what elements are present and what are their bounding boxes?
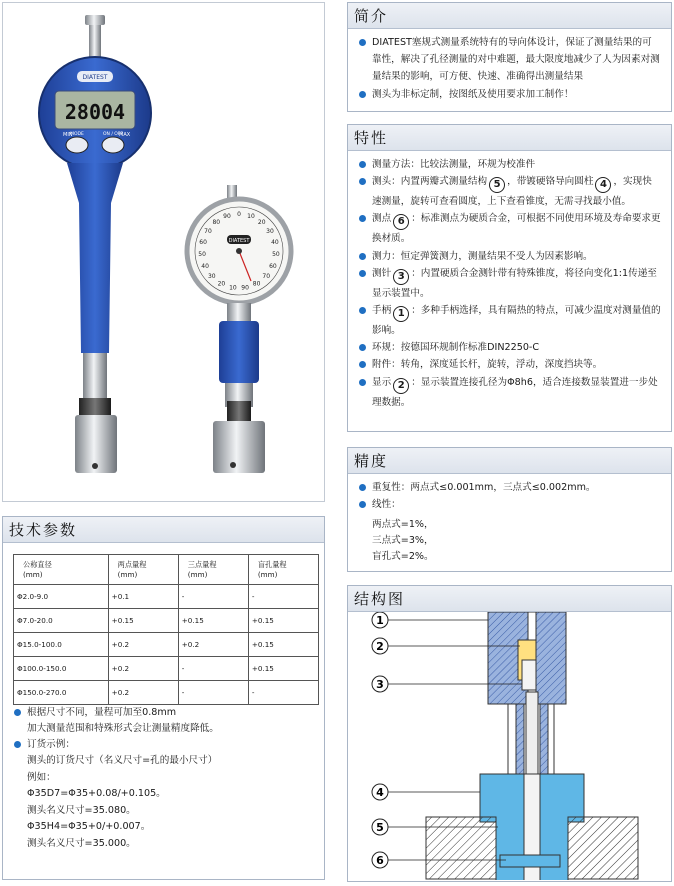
callout-number: 4	[595, 177, 611, 193]
dial-number: 50	[198, 251, 206, 259]
table-cell: +0.15	[108, 609, 178, 633]
table-cell: -	[248, 585, 318, 609]
feature-item: 测点 6 ：标准测点为硬质合金，可根据不同使用环境及寿命要求更换材质。	[358, 210, 661, 247]
svg-text:MAX: MAX	[119, 132, 131, 138]
dial-number: 90	[223, 213, 231, 220]
dial-brand: DIATEST	[228, 238, 250, 244]
table-cell: +0.2	[178, 633, 248, 657]
product-photo	[2, 2, 325, 502]
order-line: 例如：	[27, 771, 56, 783]
callout-number: 6	[393, 214, 409, 230]
table-row	[14, 633, 319, 657]
table-cell: +0.1	[108, 585, 178, 609]
feature-item: 测针 3 ：内置硬质合金测针带有特殊锥度，将径向变化1:1传递至显示装置中。	[358, 265, 661, 302]
dial-number: 30	[207, 273, 216, 281]
callout-number: 3	[393, 269, 409, 285]
feature-item: 显示 2 ：显示装置连接孔径为Φ8h6，适合连接数显装置进一步处理数据。	[358, 374, 661, 411]
feature-item: 环规：按德国环规制作标准DIN2250-C	[358, 339, 661, 356]
structure-diagram-section	[347, 585, 672, 882]
table-cell: Φ150.0-270.0	[14, 681, 109, 705]
table-cell: Φ7.0-20.0	[14, 609, 109, 633]
intro-item: 测头为非标定制，按图纸及使用要求加工制作！	[358, 86, 661, 103]
table-row	[14, 657, 319, 681]
order-title: 订货示例：	[13, 737, 319, 753]
callout-label: 5	[376, 821, 384, 834]
callout-label: 2	[376, 640, 384, 653]
table-cell: Φ2.0-9.0	[14, 585, 109, 609]
dial-number: 0	[237, 211, 241, 218]
col-diameter: 公称直径 (mm)	[14, 555, 109, 585]
dial-number: 90	[241, 284, 249, 292]
order-line: 测头名义尺寸=35.000。	[27, 837, 136, 849]
intro-item: DIATEST塞规式测量系统特有的导向体设计，保证了测量结果的可靠性，解决了孔径测量的对中难题，最大限度地减少了人为因素对测量结果的影响，可方便、快速、准确得出测量结果	[358, 34, 661, 86]
linearity-blind-hole: 盲孔式=2%。	[372, 551, 434, 563]
intro-section	[347, 2, 672, 112]
col-three-point: 三点量程 (mm)	[178, 555, 248, 585]
section-title: 精度	[348, 448, 671, 474]
table-cell: +0.15	[248, 633, 318, 657]
handle	[67, 163, 123, 353]
gauges-illustration	[3, 3, 324, 501]
order-line: Φ35H4=Φ35+0/+0.007。	[27, 821, 151, 832]
callout-number: 2	[393, 378, 409, 394]
order-line: 测头的订货尺寸（名义尺寸=孔的最小尺寸）	[27, 755, 218, 766]
table-cell: -	[178, 681, 248, 705]
features-section	[347, 124, 672, 432]
onoff-button	[102, 137, 124, 153]
col-two-point: 两点量程 (mm)	[108, 555, 178, 585]
linearity: 线性：	[358, 496, 661, 513]
table-cell: -	[248, 681, 318, 705]
feature-item: 手柄 1 ：多种手柄选择，具有隔热的特点，可减少温度对测量值的影响。	[358, 302, 661, 339]
spec-section	[2, 516, 325, 880]
feature-item: 测量方法：比较法测量，环规为校准件	[358, 156, 661, 173]
spec-table	[13, 554, 319, 705]
dial-number: 70	[204, 227, 212, 235]
precision-section	[347, 447, 672, 572]
features-list	[348, 151, 671, 415]
table-cell: +0.15	[248, 609, 318, 633]
dial-number: 20	[257, 218, 266, 226]
table-cell: +0.2	[108, 681, 178, 705]
dial-number: 50	[272, 251, 280, 259]
dial-number: 40	[201, 262, 209, 270]
dial-number: 80	[252, 280, 261, 288]
brand-logo: DIATEST	[82, 74, 108, 81]
mode-button	[66, 137, 88, 153]
dial-number: 60	[199, 238, 207, 246]
dial-number: 10	[247, 213, 255, 220]
setting-ring-right	[213, 421, 265, 473]
structure-diagram	[348, 612, 671, 880]
range-note: 根据尺寸不同，量程可加至0.8mm	[13, 705, 319, 721]
dial-number: 60	[269, 262, 277, 270]
order-line: 测头名义尺寸=35.080。	[27, 804, 136, 816]
order-line: Φ35D7=Φ35+0.08/+0.105。	[27, 788, 166, 799]
linearity-three-point: 三点式=3%，	[372, 535, 434, 547]
col-blind-hole: 盲孔量程 (mm)	[248, 555, 318, 585]
table-cell: -	[178, 585, 248, 609]
section-title: 结构图	[348, 586, 671, 612]
lcd-reading: 28004	[64, 100, 126, 124]
dial-number: 40	[271, 238, 279, 246]
svg-text:MODE: MODE	[70, 132, 84, 137]
section-title: 特性	[348, 125, 671, 151]
callout-label: 6	[376, 854, 384, 867]
callout-label: 3	[376, 678, 384, 691]
callout-number: 5	[489, 177, 505, 193]
feature-item: 测头：内置两瓣式测量结构 5 ，带镀硬铬导向圆柱 4 ，实现快速测量，旋转可查看圆度，上下查看锥度，无需寻找最小值。	[358, 173, 661, 210]
linearity-two-point: 两点式=1%，	[372, 519, 434, 531]
dial-number: 30	[266, 227, 274, 235]
table-row	[14, 585, 319, 609]
repeatability: 重复性：两点式≤0.001mm，三点式≤0.002mm。	[358, 479, 661, 496]
section-title: 简介	[348, 3, 671, 29]
table-row	[14, 681, 319, 705]
table-cell: +0.2	[108, 657, 178, 681]
dial-number: 10	[229, 284, 237, 292]
dial-number: 70	[262, 273, 271, 281]
callout-label: 1	[376, 614, 384, 627]
dial-number: 20	[217, 280, 226, 288]
table-cell: +0.15	[248, 657, 318, 681]
svg-text:MIN: MIN	[63, 132, 73, 138]
feature-item: 附件：转角，深度延长杆，旋转，浮动，深度挡块等。	[358, 356, 661, 373]
table-cell: +0.15	[178, 609, 248, 633]
svg-text:ON / OFF: ON / OFF	[102, 132, 124, 137]
table-row	[14, 609, 319, 633]
table-cell: Φ15.0-100.0	[14, 633, 109, 657]
callout-label: 4	[376, 786, 384, 799]
table-cell: -	[178, 657, 248, 681]
table-cell: +0.2	[108, 633, 178, 657]
spec-notes: 根据尺寸不同，量程可加至0.8mm 加大测量范围和特殊形式会让测量精度降低。 订货示例： 测头的订货尺寸（名义尺寸=孔的最小尺寸） 例如： Φ35D7=Φ35+0.08/+0.105。 测头名义尺寸=35.080。 Φ35H4=Φ35+0/+0.007。 测头名义尺寸=35.000。	[13, 705, 319, 852]
handle-right	[219, 321, 259, 383]
table-cell: Φ100.0-150.0	[14, 657, 109, 681]
section-title: 技术参数	[3, 517, 324, 543]
intro-list	[348, 29, 671, 107]
callout-number: 1	[393, 306, 409, 322]
dial-number: 80	[212, 218, 221, 226]
feature-item: 测力：恒定弹簧测力，测量结果不受人为因素影响。	[358, 248, 661, 265]
